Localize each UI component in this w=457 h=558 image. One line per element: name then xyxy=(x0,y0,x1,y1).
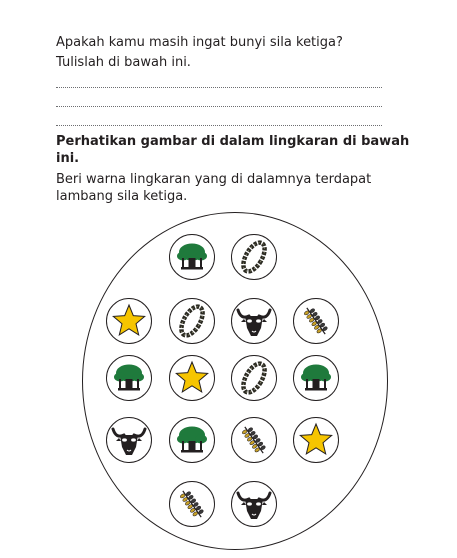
bull-head-icon xyxy=(107,418,151,462)
answer-line[interactable] xyxy=(56,105,382,107)
star-icon xyxy=(294,418,338,462)
symbol-coin-r3c3[interactable] xyxy=(231,355,277,401)
question-line-1: Apakah kamu masih ingat bunyi sila ketiga? xyxy=(56,35,343,50)
symbol-coin-r2c2[interactable] xyxy=(169,298,215,344)
chain-icon xyxy=(232,235,276,279)
symbol-coin-r1c2[interactable] xyxy=(231,234,277,280)
symbol-coin-r5c1[interactable] xyxy=(169,481,215,527)
instruction-body-1: Beri warna lingkaran yang di dalamnya terdapat xyxy=(56,172,372,187)
rice-cotton-icon xyxy=(294,299,338,343)
symbol-coin-r3c4[interactable] xyxy=(293,355,339,401)
instruction-heading-2: ini. xyxy=(56,151,80,166)
rice-cotton-icon xyxy=(170,482,214,526)
symbol-coin-r1c1[interactable] xyxy=(169,234,215,280)
symbol-coin-r2c1[interactable] xyxy=(106,298,152,344)
chain-icon xyxy=(170,299,214,343)
symbol-coin-r4c1[interactable] xyxy=(106,417,152,463)
star-icon xyxy=(170,356,214,400)
instruction-heading-1: Perhatikan gambar di dalam lingkaran di bawah xyxy=(56,134,410,149)
bull-head-icon xyxy=(232,482,276,526)
symbol-coin-r3c2[interactable] xyxy=(169,355,215,401)
rice-cotton-icon xyxy=(232,418,276,462)
symbol-coin-r2c3[interactable] xyxy=(231,298,277,344)
symbol-coin-r4c4[interactable] xyxy=(293,417,339,463)
answer-line[interactable] xyxy=(56,86,382,88)
symbol-coin-r4c3[interactable] xyxy=(231,417,277,463)
symbol-coin-r3c1[interactable] xyxy=(106,355,152,401)
chain-icon xyxy=(232,356,276,400)
star-icon xyxy=(107,299,151,343)
question-line-2: Tulislah di bawah ini. xyxy=(56,55,191,70)
banyan-tree-icon xyxy=(107,356,151,400)
banyan-tree-icon xyxy=(170,418,214,462)
banyan-tree-icon xyxy=(294,356,338,400)
symbol-coin-r2c4[interactable] xyxy=(293,298,339,344)
banyan-tree-icon xyxy=(170,235,214,279)
instruction-body-2: lambang sila ketiga. xyxy=(56,189,188,204)
bull-head-icon xyxy=(232,299,276,343)
symbol-coin-r5c2[interactable] xyxy=(231,481,277,527)
symbol-coin-r4c2[interactable] xyxy=(169,417,215,463)
answer-line[interactable] xyxy=(56,124,382,126)
